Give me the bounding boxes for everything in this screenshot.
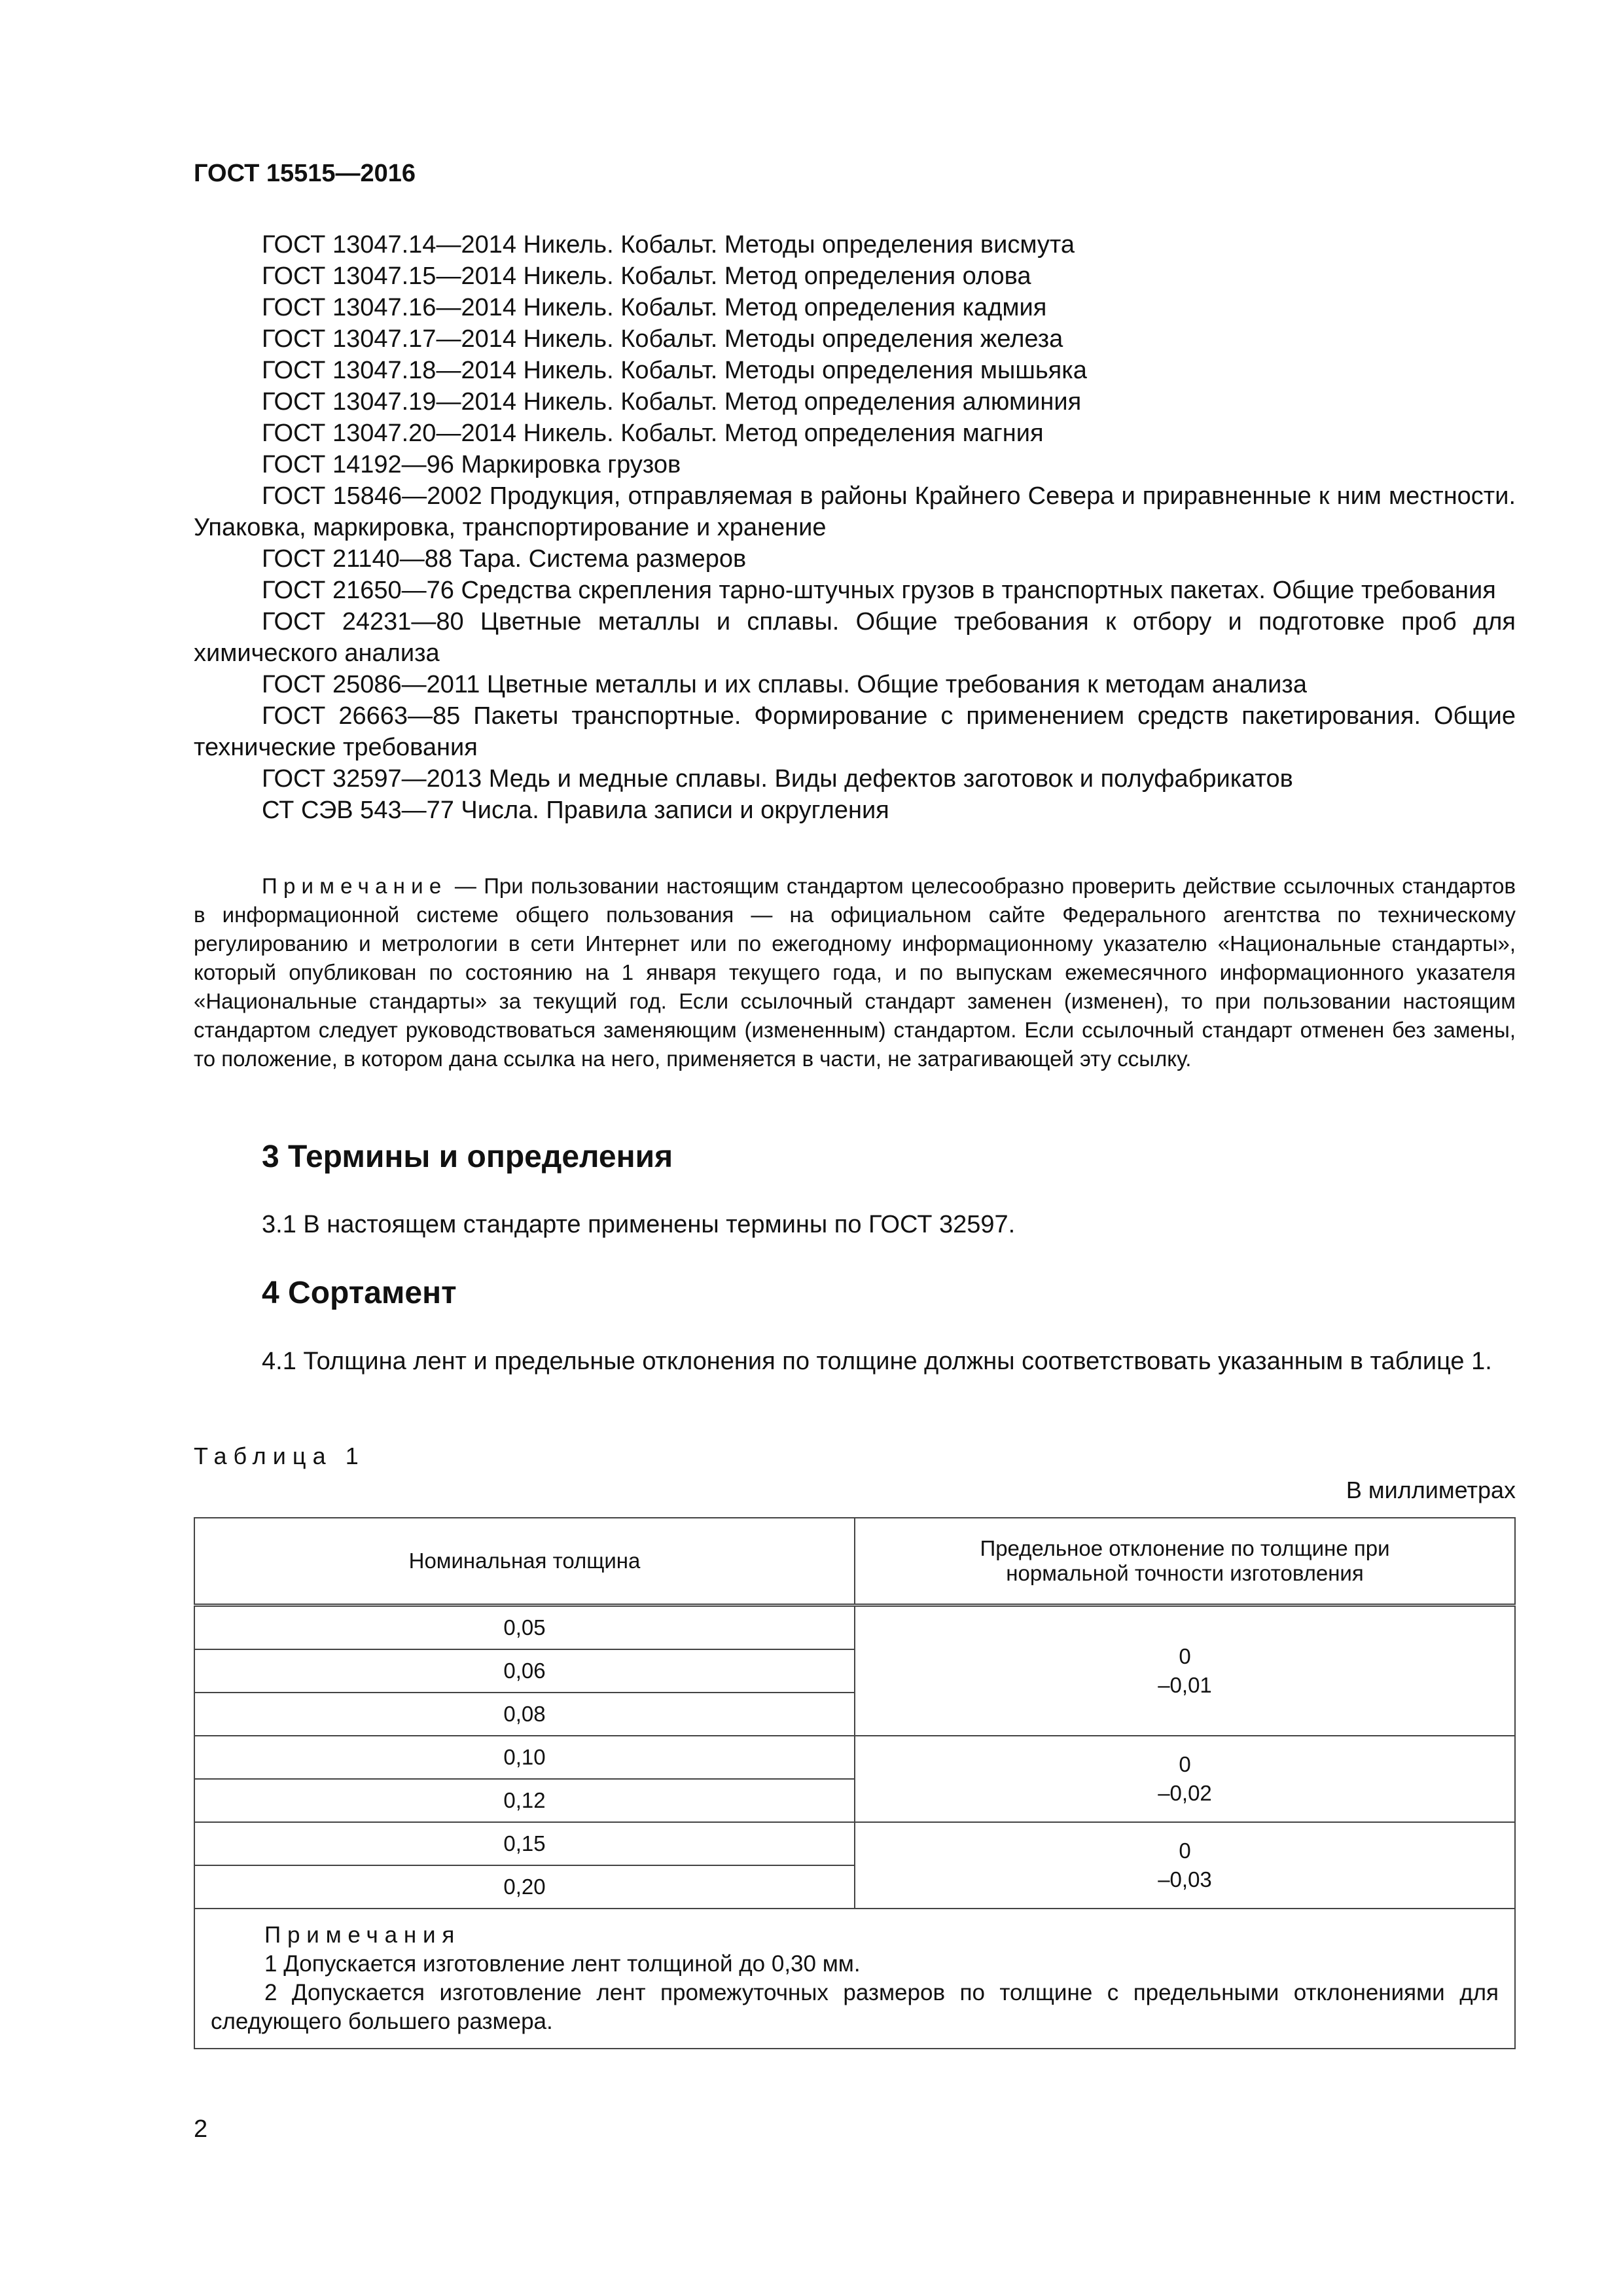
thickness-cell: 0,20 [194, 1865, 855, 1909]
reference-item: ГОСТ 25086—2011 Цветные металлы и их сплавы. Общие требования к методам анализа [262, 671, 1307, 698]
deviation-cell: 0 –0,03 [855, 1822, 1515, 1909]
normative-references [194, 229, 1516, 826]
reference-item: ГОСТ 26663—85 Пакеты транспортные. Формирование с применением средств пакетирования. Общие технические требования [194, 702, 1516, 761]
thickness-table [194, 1517, 1516, 2049]
thickness-cell: 0,05 [194, 1605, 855, 1650]
note-label: Примечание [262, 874, 448, 898]
reference-item: ГОСТ 13047.17—2014 Никель. Кобальт. Методы определения железа [262, 325, 1063, 353]
table-row [194, 1736, 1515, 1779]
table-notes [194, 1909, 1515, 2049]
table-row [194, 1822, 1515, 1865]
reference-item: ГОСТ 24231—80 Цветные металлы и сплавы. Общие требования к отбору и подготовке проб для химического анализа [194, 608, 1516, 667]
note-text: — При пользовании настоящим стандартом целесообразно проверить действие ссылочных стандартов в информационной системе общего пользования — на официальном сайте Федерального агентства по техническому регулированию и метрологии в сети Интернет или по ежегодному информационному указателю «Национальные стандарты», который опубликован по состоянию на 1 января текущего года, и по выпускам ежемесячного информационного указателя «Национальные стандарты» за текущий год. Если ссылочный стандарт заменен (изменен), то при пользовании настоящим стандартом следует руководствоваться заменяющим (измененным) стандартом. Если ссылочный стандарт отменен без замены, то положение, в котором дана ссылка на него, применяется в части, не затрагивающей эту ссылку. [194, 874, 1516, 1071]
thickness-cell: 0,10 [194, 1736, 855, 1779]
reference-item: ГОСТ 21650—76 Средства скрепления тарно-штучных грузов в транспортных пакетах. Общие требования [262, 577, 1496, 604]
document-code: ГОСТ 15515—2016 [194, 160, 416, 187]
table-notes-title: Примечания [264, 1922, 461, 1948]
table-note-item: 2 Допускается изготовление лент промежуточных размеров по толщине с предельными отклонениями для следующего большего размера. [211, 1980, 1499, 2034]
thickness-cell: 0,08 [194, 1693, 855, 1736]
reference-item: ГОСТ 21140—88 Тара. Система размеров [262, 545, 747, 573]
reference-item: ГОСТ 13047.16—2014 Никель. Кобальт. Метод определения кадмия [262, 294, 1047, 321]
reference-item: ГОСТ 13047.19—2014 Никель. Кобальт. Метод определения алюминия [262, 388, 1082, 416]
reference-item: ГОСТ 13047.14—2014 Никель. Кобальт. Методы определения висмута [262, 231, 1075, 259]
thickness-cell: 0,12 [194, 1779, 855, 1822]
references-note [194, 872, 1516, 1073]
reference-item: ГОСТ 13047.18—2014 Никель. Кобальт. Методы определения мышьяка [262, 357, 1087, 384]
section-4-paragraph: 4.1 Толщина лент и предельные отклонения по толщине должны соответствовать указанным в таблице 1. [262, 1348, 1492, 1375]
table-caption: Таблица 1 [194, 1443, 365, 1469]
section-3-heading: 3 Термины и определения [262, 1139, 673, 1174]
reference-item: ГОСТ 14192—96 Маркировка грузов [262, 451, 681, 478]
reference-item: ГОСТ 13047.15—2014 Никель. Кобальт. Метод определения олова [262, 262, 1031, 290]
reference-item: ГОСТ 15846—2002 Продукция, отправляемая в районы Крайнего Севера и приравненные к ним местности. Упаковка, маркировка, транспортирование и хранение [194, 482, 1516, 541]
table-note-item: 1 Допускается изготовление лент толщиной до 0,30 мм. [264, 1951, 861, 1977]
reference-item: ГОСТ 32597—2013 Медь и медные сплавы. Виды дефектов заготовок и полуфабрикатов [262, 765, 1293, 793]
table-unit: В миллиметрах [1346, 1477, 1516, 1503]
table-row [194, 1605, 1515, 1650]
section-4-heading: 4 Сортамент [262, 1276, 457, 1310]
deviation-cell: 0 –0,02 [855, 1736, 1515, 1822]
thickness-cell: 0,06 [194, 1649, 855, 1693]
thickness-cell: 0,15 [194, 1822, 855, 1865]
reference-item: СТ СЭВ 543—77 Числа. Правила записи и округления [262, 797, 889, 824]
column-header-deviation: Предельное отклонение по толщине при нормальной точности изготовления [855, 1518, 1515, 1605]
page-number: 2 [194, 2115, 208, 2143]
deviation-cell: 0 –0,01 [855, 1605, 1515, 1736]
section-3-paragraph: 3.1 В настоящем стандарте применены термины по ГОСТ 32597. [262, 1211, 1016, 1238]
column-header-thickness: Номинальная толщина [194, 1518, 855, 1605]
reference-item: ГОСТ 13047.20—2014 Никель. Кобальт. Метод определения магния [262, 420, 1044, 447]
